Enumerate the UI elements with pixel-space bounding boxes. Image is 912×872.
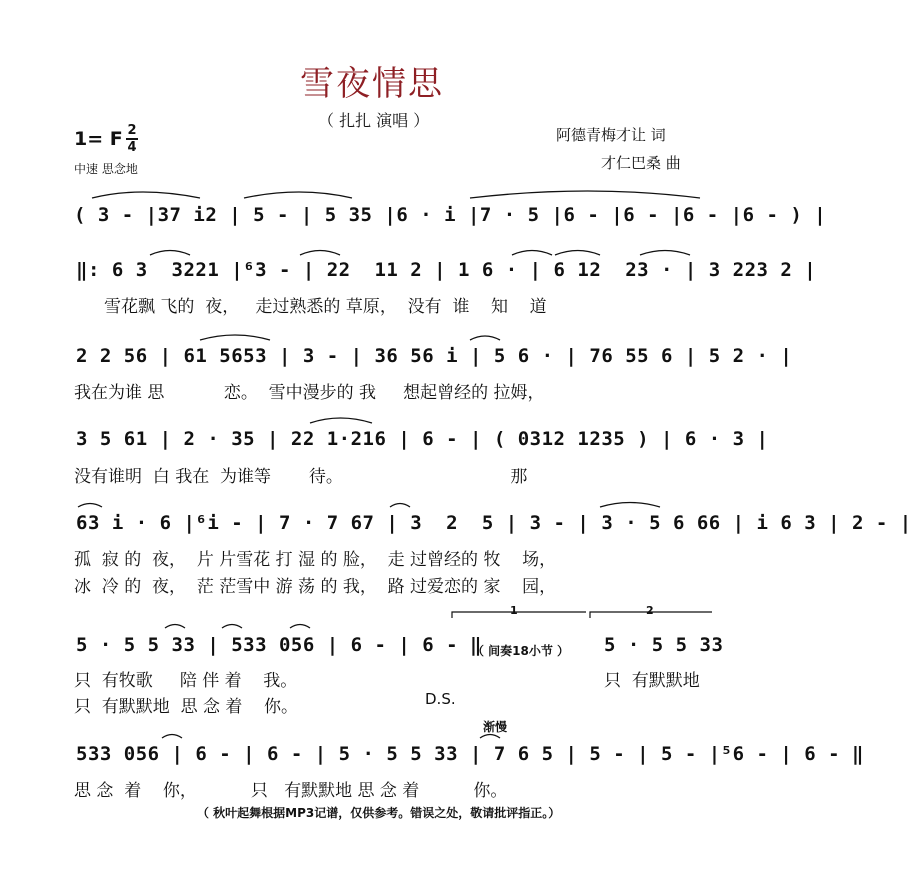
singer-credit: （ 扎扎 演唱 ） xyxy=(318,111,430,130)
volta-2-bracket xyxy=(590,612,712,618)
slur-row1-c xyxy=(470,191,700,198)
tempo-change-marking: 渐慢 xyxy=(483,720,508,734)
slur-row5-c xyxy=(600,503,660,508)
score-row-5: 63 i · 6 |⁶i - | 7 · 7 67 | 3 2 5 | 3 - | 3 · 5 6 66 | i 6 3 | 2 - | xyxy=(76,512,912,534)
interlude-marking: （ 间奏18小节 ） xyxy=(472,644,570,658)
lyrics-row-6-verse-2: 只 有默默地 思 念 着 你。 xyxy=(74,697,299,717)
volta-2-label: 2 xyxy=(646,604,654,617)
slur-row2-c xyxy=(512,251,552,256)
page-title: 雪夜情思 xyxy=(300,64,444,104)
score-row-6-ending-2: 5 · 5 5 33 xyxy=(604,634,724,656)
lyrics-row-3: 我在为谁 思 恋。 雪中漫步的 我 想起曾经的 拉姆， xyxy=(74,383,545,403)
lyricist-credit: 阿德青梅才让 词 xyxy=(556,126,666,144)
score-row-4: 3 5 61 | 2 · 35 | 22 1·216 | 6 - | ( 0312 1235 ) | 6 · 3 | xyxy=(76,428,769,450)
slur-row6-b xyxy=(222,625,242,629)
slur-row3-a xyxy=(200,335,270,340)
score-row-3: 2 2 56 | 61 5653 | 3 - | 36 56 i | 5 6 · | 76 55 6 | 5 2 · | xyxy=(76,345,793,367)
time-signature-bottom: 4 xyxy=(127,140,137,155)
lyrics-row-4: 没有谁明 白 我在 为谁等 待。 那 xyxy=(74,467,528,487)
ds-marking: D.S. xyxy=(425,690,456,708)
slur-row1-b xyxy=(244,192,352,198)
composer-credit: 才仁巴桑 曲 xyxy=(601,154,681,172)
lyrics-row-5-verse-2: 冰 冷 的 夜， 茫 茫雪中 游 荡 的 我， 路 过爱恋的 家 园， xyxy=(74,577,557,597)
slur-row3-b xyxy=(470,336,500,340)
slur-row5-b xyxy=(390,504,410,508)
slur-row2-a xyxy=(150,251,190,256)
lyrics-row-7: 思 念 着 你， 只 有默默地 思 念 着 你。 xyxy=(74,781,508,801)
slur-row1-a xyxy=(92,192,200,198)
lyrics-row-5-verse-1: 孤 寂 的 夜， 片 片雪花 打 湿 的 脸， 走 过曾经的 牧 场， xyxy=(74,550,557,570)
score-row-1: ( 3 - |37 i2 | 5 - | 5 35 |6 · i |7 · 5 |6 - |6 - |6 - |6 - ) | xyxy=(74,204,827,226)
slur-row5-a xyxy=(78,504,102,508)
slur-row7-a xyxy=(162,735,182,739)
key-signature: 1= F xyxy=(74,128,123,150)
volta-1-bracket xyxy=(452,612,586,618)
score-row-2: ‖: 6 3 3221 |⁶3 - | 22 11 2 | 1 6 · | 6 12 23 · | 3 223 2 | xyxy=(76,259,817,281)
score-row-7: 533 056 | 6 - | 6 - | 5 · 5 5 33 | 7 6 5 | 5 - | 5 - |⁵6 - | 6 - ‖ xyxy=(76,743,864,765)
time-signature-top: 2 xyxy=(127,123,137,138)
lyrics-row-2: 雪花飘 飞的 夜， 走过熟悉的 草原， 没有 谁 知 道 xyxy=(104,297,547,317)
slur-row4-a xyxy=(310,418,372,423)
score-row-6: 5 · 5 5 33 | 533 056 | 6 - | 6 - ‖ xyxy=(76,634,482,656)
slur-row2-b xyxy=(300,251,340,256)
volta-1-label: 1 xyxy=(510,604,518,617)
slur-row7-b xyxy=(480,735,500,739)
transcription-note: （ 秋叶起舞根据MP3记谱，仅供参考。错误之处，敬请批评指正。） xyxy=(197,806,561,820)
slur-row6-c xyxy=(290,625,310,629)
lyrics-row-6-ending-2: 只 有默默地 xyxy=(604,671,700,691)
slur-row2-d xyxy=(555,251,600,256)
tempo-marking: 中速 思念地 xyxy=(74,162,138,176)
lyrics-row-6-verse-1: 只 有牧歌 陪 伴 着 我。 xyxy=(74,671,298,691)
slur-row6-a xyxy=(165,625,185,629)
slur-row2-e xyxy=(640,251,690,256)
